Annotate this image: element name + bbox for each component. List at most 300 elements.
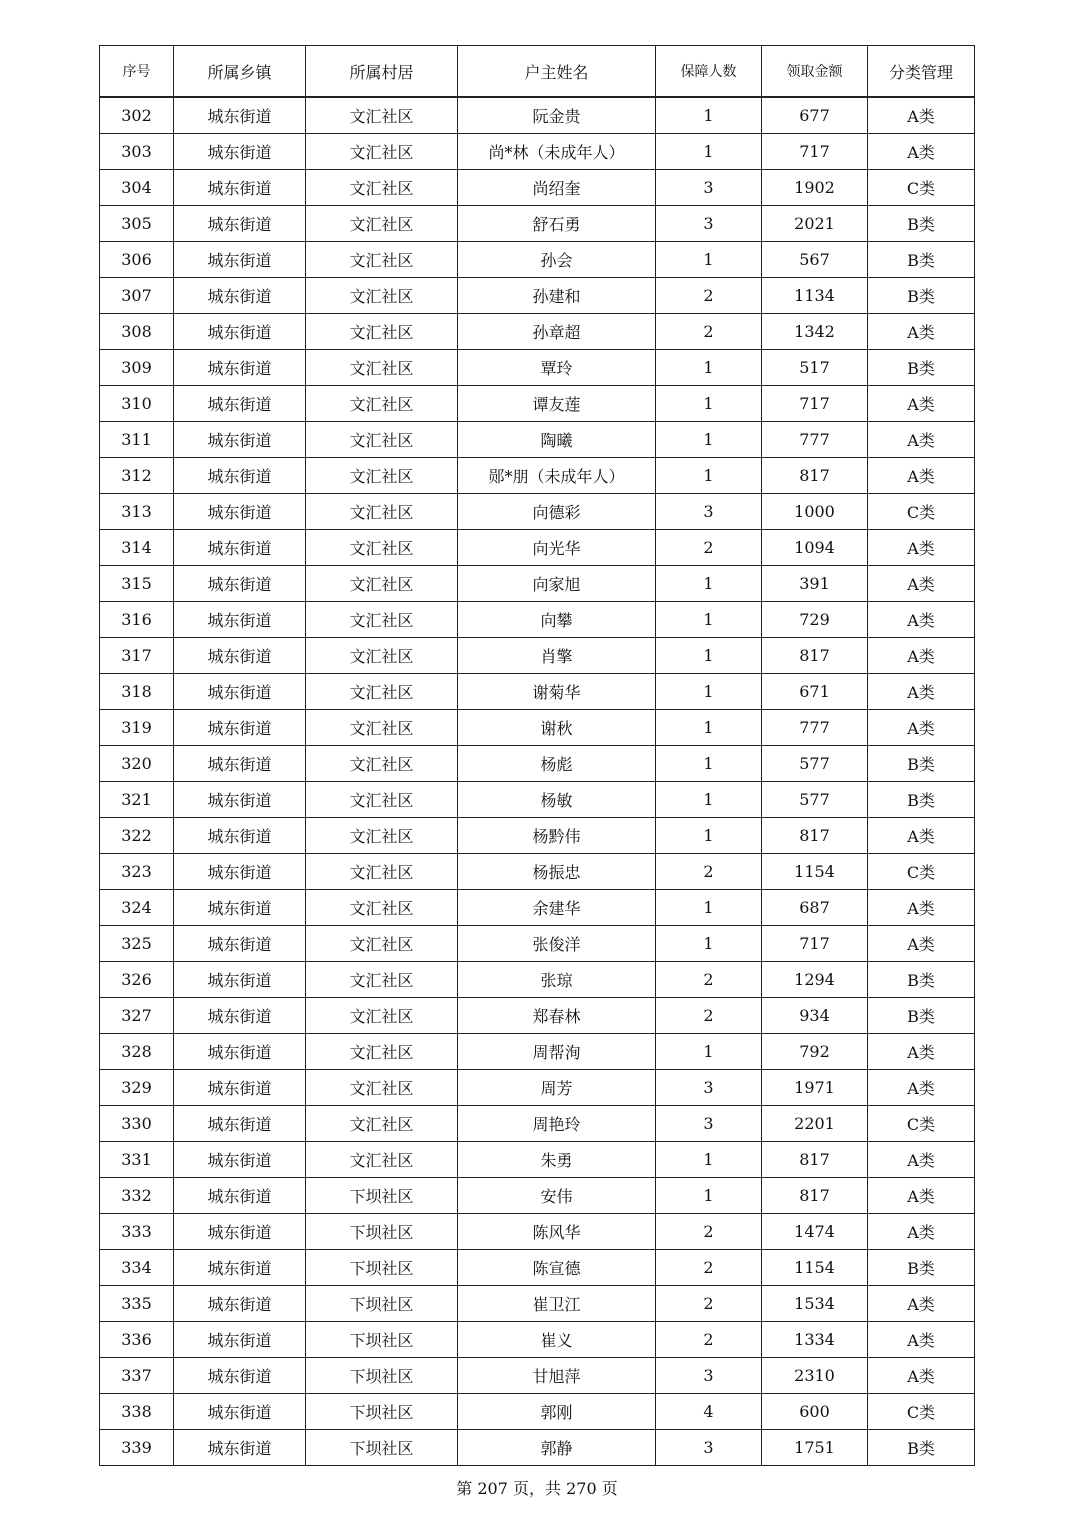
community-cell: 文汇社区 xyxy=(306,314,458,350)
category-cell: A类 xyxy=(868,710,975,746)
community-cell: 下坝社区 xyxy=(306,1430,458,1466)
township-cell: 城东街道 xyxy=(174,458,306,494)
table-row xyxy=(100,1322,975,1358)
township-cell: 城东街道 xyxy=(174,206,306,242)
householder-cell: 向光华 xyxy=(458,530,656,566)
serial-cell: 333 xyxy=(100,1214,174,1250)
householder-cell: 杨振忠 xyxy=(458,854,656,890)
householder-cell: 向德彩 xyxy=(458,494,656,530)
amount-cell: 1751 xyxy=(762,1430,868,1466)
covered-count-cell: 4 xyxy=(656,1394,762,1430)
table-row xyxy=(100,1250,975,1286)
householder-cell: 周芳 xyxy=(458,1070,656,1106)
covered-count-cell: 1 xyxy=(656,674,762,710)
category-cell: A类 xyxy=(868,638,975,674)
amount-cell: 1534 xyxy=(762,1286,868,1322)
township-cell: 城东街道 xyxy=(174,566,306,602)
community-cell: 文汇社区 xyxy=(306,170,458,206)
amount-cell: 817 xyxy=(762,458,868,494)
category-cell: A类 xyxy=(868,1358,975,1394)
householder-cell: 杨彪 xyxy=(458,746,656,782)
township-cell: 城东街道 xyxy=(174,1142,306,1178)
table-row xyxy=(100,134,975,170)
serial-cell: 310 xyxy=(100,386,174,422)
householder-cell: 崔义 xyxy=(458,1322,656,1358)
community-cell: 文汇社区 xyxy=(306,278,458,314)
community-cell: 文汇社区 xyxy=(306,134,458,170)
header-category: 分类管理 xyxy=(868,46,975,98)
table-row xyxy=(100,890,975,926)
township-cell: 城东街道 xyxy=(174,1430,306,1466)
township-cell: 城东街道 xyxy=(174,1070,306,1106)
covered-count-cell: 1 xyxy=(656,710,762,746)
category-cell: A类 xyxy=(868,566,975,602)
covered-count-cell: 2 xyxy=(656,1250,762,1286)
category-cell: A类 xyxy=(868,422,975,458)
amount-cell: 2201 xyxy=(762,1106,868,1142)
township-cell: 城东街道 xyxy=(174,746,306,782)
covered-count-cell: 1 xyxy=(656,926,762,962)
serial-cell: 328 xyxy=(100,1034,174,1070)
township-cell: 城东街道 xyxy=(174,674,306,710)
covered-count-cell: 1 xyxy=(656,242,762,278)
table-row xyxy=(100,674,975,710)
table-row xyxy=(100,97,975,134)
table-row xyxy=(100,638,975,674)
community-cell: 下坝社区 xyxy=(306,1394,458,1430)
table-row xyxy=(100,710,975,746)
community-cell: 文汇社区 xyxy=(306,998,458,1034)
covered-count-cell: 2 xyxy=(656,962,762,998)
table-row xyxy=(100,206,975,242)
township-cell: 城东街道 xyxy=(174,926,306,962)
category-cell: A类 xyxy=(868,926,975,962)
covered-count-cell: 1 xyxy=(656,350,762,386)
amount-cell: 817 xyxy=(762,1178,868,1214)
township-cell: 城东街道 xyxy=(174,1394,306,1430)
category-cell: A类 xyxy=(868,1214,975,1250)
amount-cell: 934 xyxy=(762,998,868,1034)
amount-cell: 687 xyxy=(762,890,868,926)
community-cell: 文汇社区 xyxy=(306,818,458,854)
relief-roster-table xyxy=(99,45,975,1466)
covered-count-cell: 1 xyxy=(656,458,762,494)
table-row xyxy=(100,494,975,530)
community-cell: 文汇社区 xyxy=(306,890,458,926)
householder-cell: 阮金贵 xyxy=(458,97,656,134)
township-cell: 城东街道 xyxy=(174,854,306,890)
covered-count-cell: 2 xyxy=(656,278,762,314)
householder-cell: 郑春林 xyxy=(458,998,656,1034)
community-cell: 文汇社区 xyxy=(306,1142,458,1178)
amount-cell: 717 xyxy=(762,386,868,422)
serial-cell: 308 xyxy=(100,314,174,350)
amount-cell: 600 xyxy=(762,1394,868,1430)
householder-cell: 郭刚 xyxy=(458,1394,656,1430)
serial-cell: 326 xyxy=(100,962,174,998)
covered-count-cell: 1 xyxy=(656,422,762,458)
covered-count-cell: 2 xyxy=(656,314,762,350)
township-cell: 城东街道 xyxy=(174,1250,306,1286)
community-cell: 文汇社区 xyxy=(306,350,458,386)
township-cell: 城东街道 xyxy=(174,962,306,998)
township-cell: 城东街道 xyxy=(174,818,306,854)
amount-cell: 1334 xyxy=(762,1322,868,1358)
amount-cell: 1000 xyxy=(762,494,868,530)
serial-cell: 329 xyxy=(100,1070,174,1106)
covered-count-cell: 2 xyxy=(656,530,762,566)
category-cell: B类 xyxy=(868,1430,975,1466)
table-row xyxy=(100,926,975,962)
table-row xyxy=(100,1106,975,1142)
householder-cell: 崔卫江 xyxy=(458,1286,656,1322)
community-cell: 下坝社区 xyxy=(306,1178,458,1214)
householder-cell: 陈风华 xyxy=(458,1214,656,1250)
township-cell: 城东街道 xyxy=(174,97,306,134)
covered-count-cell: 3 xyxy=(656,1430,762,1466)
category-cell: A类 xyxy=(868,1070,975,1106)
householder-cell: 向攀 xyxy=(458,602,656,638)
community-cell: 文汇社区 xyxy=(306,746,458,782)
category-cell: B类 xyxy=(868,242,975,278)
township-cell: 城东街道 xyxy=(174,638,306,674)
category-cell: B类 xyxy=(868,746,975,782)
township-cell: 城东街道 xyxy=(174,1034,306,1070)
householder-cell: 张琼 xyxy=(458,962,656,998)
serial-cell: 337 xyxy=(100,1358,174,1394)
serial-cell: 335 xyxy=(100,1286,174,1322)
householder-cell: 杨敏 xyxy=(458,782,656,818)
covered-count-cell: 3 xyxy=(656,1358,762,1394)
serial-cell: 312 xyxy=(100,458,174,494)
amount-cell: 717 xyxy=(762,926,868,962)
community-cell: 下坝社区 xyxy=(306,1358,458,1394)
householder-cell: 尚*林（未成年人） xyxy=(458,134,656,170)
serial-cell: 330 xyxy=(100,1106,174,1142)
category-cell: C类 xyxy=(868,1106,975,1142)
covered-count-cell: 3 xyxy=(656,494,762,530)
table-header-row xyxy=(100,46,975,98)
community-cell: 文汇社区 xyxy=(306,854,458,890)
householder-cell: 甘旭萍 xyxy=(458,1358,656,1394)
covered-count-cell: 2 xyxy=(656,998,762,1034)
township-cell: 城东街道 xyxy=(174,710,306,746)
category-cell: C类 xyxy=(868,494,975,530)
category-cell: A类 xyxy=(868,1322,975,1358)
township-cell: 城东街道 xyxy=(174,494,306,530)
township-cell: 城东街道 xyxy=(174,998,306,1034)
category-cell: B类 xyxy=(868,962,975,998)
township-cell: 城东街道 xyxy=(174,1106,306,1142)
table-row xyxy=(100,530,975,566)
header-amount: 领取金额 xyxy=(762,46,868,98)
category-cell: B类 xyxy=(868,1250,975,1286)
amount-cell: 777 xyxy=(762,422,868,458)
covered-count-cell: 2 xyxy=(656,1214,762,1250)
page-number: 第 207 页，共 270 页 xyxy=(456,1479,618,1498)
category-cell: A类 xyxy=(868,314,975,350)
community-cell: 文汇社区 xyxy=(306,962,458,998)
table-row xyxy=(100,1070,975,1106)
amount-cell: 517 xyxy=(762,350,868,386)
amount-cell: 1134 xyxy=(762,278,868,314)
category-cell: A类 xyxy=(868,890,975,926)
serial-cell: 325 xyxy=(100,926,174,962)
householder-cell: 朱勇 xyxy=(458,1142,656,1178)
householder-cell: 谢秋 xyxy=(458,710,656,746)
table-row xyxy=(100,1286,975,1322)
header-community: 所属村居 xyxy=(306,46,458,98)
amount-cell: 391 xyxy=(762,566,868,602)
table-row xyxy=(100,782,975,818)
amount-cell: 817 xyxy=(762,1142,868,1178)
amount-cell: 1902 xyxy=(762,170,868,206)
amount-cell: 577 xyxy=(762,782,868,818)
amount-cell: 1971 xyxy=(762,1070,868,1106)
amount-cell: 1154 xyxy=(762,1250,868,1286)
township-cell: 城东街道 xyxy=(174,1286,306,1322)
table-row xyxy=(100,818,975,854)
township-cell: 城东街道 xyxy=(174,1178,306,1214)
householder-cell: 周艳玲 xyxy=(458,1106,656,1142)
category-cell: A类 xyxy=(868,1286,975,1322)
header-serial: 序号 xyxy=(100,46,174,98)
township-cell: 城东街道 xyxy=(174,1358,306,1394)
community-cell: 文汇社区 xyxy=(306,710,458,746)
serial-cell: 306 xyxy=(100,242,174,278)
table-row xyxy=(100,746,975,782)
serial-cell: 322 xyxy=(100,818,174,854)
township-cell: 城东街道 xyxy=(174,386,306,422)
covered-count-cell: 2 xyxy=(656,854,762,890)
amount-cell: 671 xyxy=(762,674,868,710)
community-cell: 文汇社区 xyxy=(306,602,458,638)
amount-cell: 2021 xyxy=(762,206,868,242)
amount-cell: 1342 xyxy=(762,314,868,350)
householder-cell: 陈宣德 xyxy=(458,1250,656,1286)
covered-count-cell: 3 xyxy=(656,1106,762,1142)
township-cell: 城东街道 xyxy=(174,350,306,386)
table-row xyxy=(100,170,975,206)
serial-cell: 317 xyxy=(100,638,174,674)
serial-cell: 313 xyxy=(100,494,174,530)
householder-cell: 郭静 xyxy=(458,1430,656,1466)
covered-count-cell: 1 xyxy=(656,818,762,854)
serial-cell: 320 xyxy=(100,746,174,782)
community-cell: 文汇社区 xyxy=(306,458,458,494)
community-cell: 文汇社区 xyxy=(306,674,458,710)
township-cell: 城东街道 xyxy=(174,530,306,566)
covered-count-cell: 2 xyxy=(656,1322,762,1358)
community-cell: 文汇社区 xyxy=(306,1070,458,1106)
covered-count-cell: 1 xyxy=(656,1142,762,1178)
community-cell: 文汇社区 xyxy=(306,638,458,674)
serial-cell: 327 xyxy=(100,998,174,1034)
category-cell: A类 xyxy=(868,134,975,170)
amount-cell: 792 xyxy=(762,1034,868,1070)
amount-cell: 1094 xyxy=(762,530,868,566)
community-cell: 下坝社区 xyxy=(306,1322,458,1358)
category-cell: C类 xyxy=(868,170,975,206)
serial-cell: 318 xyxy=(100,674,174,710)
amount-cell: 1154 xyxy=(762,854,868,890)
category-cell: A类 xyxy=(868,530,975,566)
covered-count-cell: 3 xyxy=(656,1070,762,1106)
covered-count-cell: 1 xyxy=(656,97,762,134)
category-cell: A类 xyxy=(868,97,975,134)
householder-cell: 孙章超 xyxy=(458,314,656,350)
community-cell: 下坝社区 xyxy=(306,1250,458,1286)
serial-cell: 324 xyxy=(100,890,174,926)
serial-cell: 309 xyxy=(100,350,174,386)
serial-cell: 302 xyxy=(100,97,174,134)
serial-cell: 311 xyxy=(100,422,174,458)
householder-cell: 郧*朋（未成年人） xyxy=(458,458,656,494)
amount-cell: 817 xyxy=(762,638,868,674)
serial-cell: 315 xyxy=(100,566,174,602)
community-cell: 文汇社区 xyxy=(306,1106,458,1142)
amount-cell: 577 xyxy=(762,746,868,782)
table-row xyxy=(100,566,975,602)
community-cell: 文汇社区 xyxy=(306,530,458,566)
category-cell: A类 xyxy=(868,674,975,710)
township-cell: 城东街道 xyxy=(174,278,306,314)
category-cell: B类 xyxy=(868,206,975,242)
covered-count-cell: 1 xyxy=(656,566,762,602)
householder-cell: 谭友莲 xyxy=(458,386,656,422)
serial-cell: 304 xyxy=(100,170,174,206)
householder-cell: 尚绍奎 xyxy=(458,170,656,206)
township-cell: 城东街道 xyxy=(174,314,306,350)
table-row xyxy=(100,998,975,1034)
township-cell: 城东街道 xyxy=(174,1322,306,1358)
amount-cell: 567 xyxy=(762,242,868,278)
householder-cell: 肖擎 xyxy=(458,638,656,674)
amount-cell: 729 xyxy=(762,602,868,638)
community-cell: 文汇社区 xyxy=(306,386,458,422)
community-cell: 文汇社区 xyxy=(306,1034,458,1070)
table-row xyxy=(100,1214,975,1250)
covered-count-cell: 1 xyxy=(656,1178,762,1214)
township-cell: 城东街道 xyxy=(174,1214,306,1250)
amount-cell: 1294 xyxy=(762,962,868,998)
amount-cell: 677 xyxy=(762,97,868,134)
serial-cell: 338 xyxy=(100,1394,174,1430)
community-cell: 文汇社区 xyxy=(306,926,458,962)
table-row xyxy=(100,1358,975,1394)
covered-count-cell: 2 xyxy=(656,1286,762,1322)
category-cell: C类 xyxy=(868,1394,975,1430)
serial-cell: 307 xyxy=(100,278,174,314)
category-cell: A类 xyxy=(868,602,975,638)
community-cell: 下坝社区 xyxy=(306,1286,458,1322)
header-township: 所属乡镇 xyxy=(174,46,306,98)
serial-cell: 314 xyxy=(100,530,174,566)
serial-cell: 321 xyxy=(100,782,174,818)
township-cell: 城东街道 xyxy=(174,134,306,170)
community-cell: 文汇社区 xyxy=(306,566,458,602)
covered-count-cell: 3 xyxy=(656,170,762,206)
householder-cell: 陶曦 xyxy=(458,422,656,458)
community-cell: 文汇社区 xyxy=(306,494,458,530)
table-row xyxy=(100,854,975,890)
table-row xyxy=(100,386,975,422)
covered-count-cell: 1 xyxy=(656,386,762,422)
category-cell: A类 xyxy=(868,386,975,422)
covered-count-cell: 1 xyxy=(656,890,762,926)
serial-cell: 323 xyxy=(100,854,174,890)
householder-cell: 张俊洋 xyxy=(458,926,656,962)
covered-count-cell: 1 xyxy=(656,746,762,782)
township-cell: 城东街道 xyxy=(174,782,306,818)
category-cell: B类 xyxy=(868,350,975,386)
amount-cell: 1474 xyxy=(762,1214,868,1250)
category-cell: B类 xyxy=(868,998,975,1034)
table-row xyxy=(100,1178,975,1214)
amount-cell: 777 xyxy=(762,710,868,746)
category-cell: A类 xyxy=(868,1142,975,1178)
category-cell: C类 xyxy=(868,854,975,890)
covered-count-cell: 3 xyxy=(656,206,762,242)
serial-cell: 303 xyxy=(100,134,174,170)
table-row xyxy=(100,242,975,278)
amount-cell: 817 xyxy=(762,818,868,854)
serial-cell: 316 xyxy=(100,602,174,638)
table-row xyxy=(100,962,975,998)
community-cell: 文汇社区 xyxy=(306,97,458,134)
table-row xyxy=(100,314,975,350)
township-cell: 城东街道 xyxy=(174,170,306,206)
amount-cell: 717 xyxy=(762,134,868,170)
table-row xyxy=(100,1142,975,1178)
householder-cell: 余建华 xyxy=(458,890,656,926)
community-cell: 文汇社区 xyxy=(306,422,458,458)
householder-cell: 覃玲 xyxy=(458,350,656,386)
householder-cell: 谢菊华 xyxy=(458,674,656,710)
township-cell: 城东街道 xyxy=(174,602,306,638)
header-householder: 户主姓名 xyxy=(458,46,656,98)
householder-cell: 向家旭 xyxy=(458,566,656,602)
header-covered-count: 保障人数 xyxy=(656,46,762,98)
table-row xyxy=(100,458,975,494)
table-row xyxy=(100,350,975,386)
table-row xyxy=(100,1430,975,1466)
covered-count-cell: 1 xyxy=(656,782,762,818)
covered-count-cell: 1 xyxy=(656,638,762,674)
category-cell: A类 xyxy=(868,458,975,494)
serial-cell: 336 xyxy=(100,1322,174,1358)
householder-cell: 舒石勇 xyxy=(458,206,656,242)
community-cell: 文汇社区 xyxy=(306,242,458,278)
community-cell: 文汇社区 xyxy=(306,206,458,242)
category-cell: B类 xyxy=(868,782,975,818)
householder-cell: 杨黔伟 xyxy=(458,818,656,854)
community-cell: 文汇社区 xyxy=(306,782,458,818)
category-cell: A类 xyxy=(868,1034,975,1070)
table-row xyxy=(100,1034,975,1070)
township-cell: 城东街道 xyxy=(174,890,306,926)
category-cell: A类 xyxy=(868,1178,975,1214)
serial-cell: 334 xyxy=(100,1250,174,1286)
table-row xyxy=(100,1394,975,1430)
householder-cell: 孙建和 xyxy=(458,278,656,314)
township-cell: 城东街道 xyxy=(174,242,306,278)
serial-cell: 332 xyxy=(100,1178,174,1214)
community-cell: 下坝社区 xyxy=(306,1214,458,1250)
covered-count-cell: 1 xyxy=(656,1034,762,1070)
township-cell: 城东街道 xyxy=(174,422,306,458)
serial-cell: 305 xyxy=(100,206,174,242)
